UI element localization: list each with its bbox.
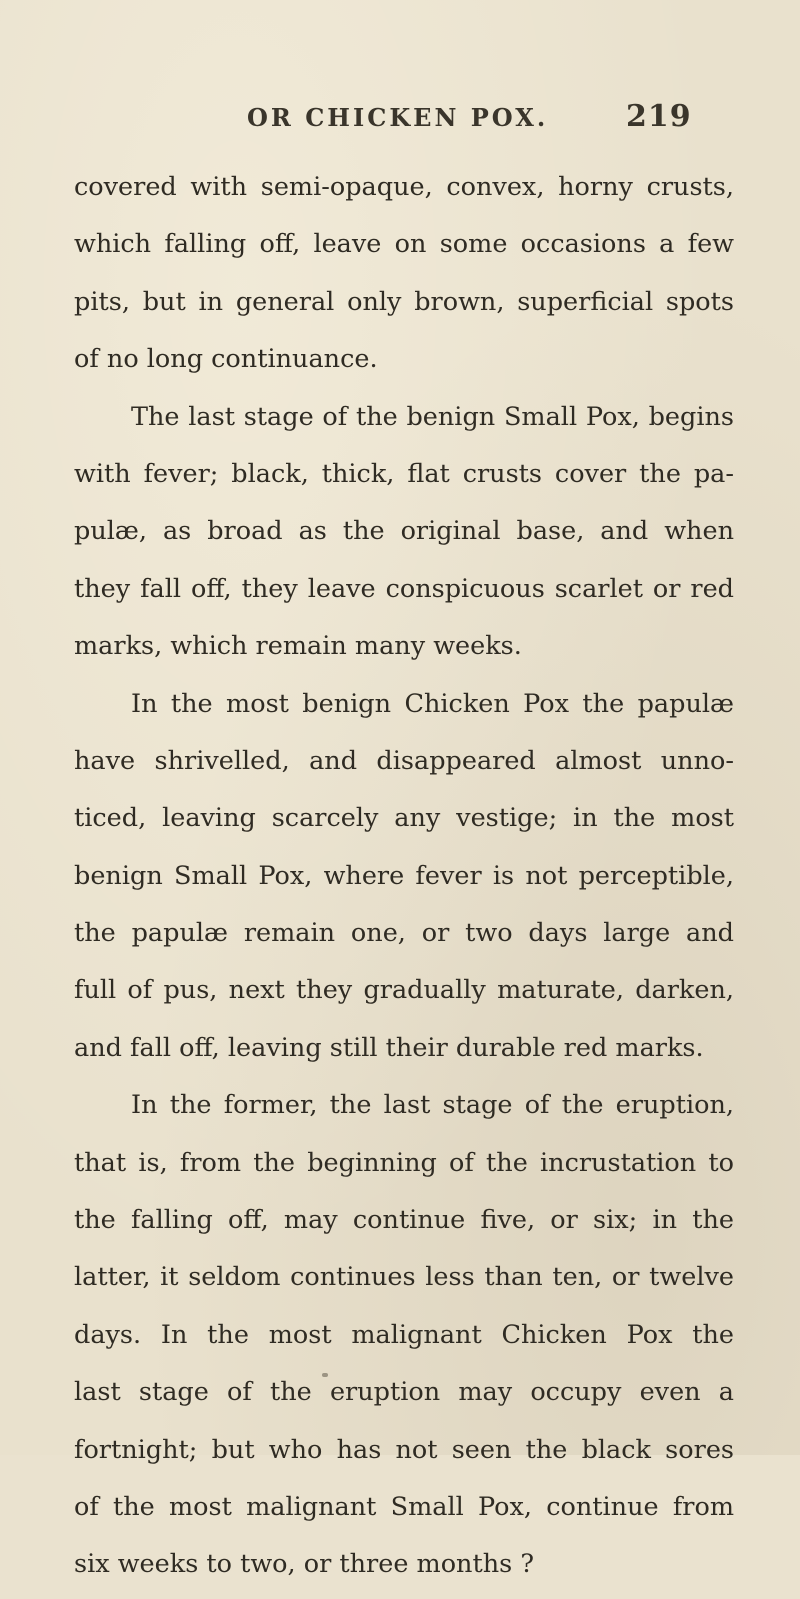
paragraph-start-line: The last stage of the benign Small Pox, begins (131, 401, 734, 432)
text-line: of the most malignant Small Pox, continue from (74, 1491, 734, 1522)
text-line: have shrivelled, and disappeared almost unno- (74, 745, 734, 776)
text-line: pits, but in general only brown, superficial spots (74, 286, 734, 317)
text-line: days. In the most malignant Chicken Pox the (74, 1319, 734, 1350)
text-line: they fall off, they leave conspicuous scarlet or red (74, 573, 734, 604)
text-line: last stage of the eruption may occupy even a (74, 1377, 734, 1408)
page-number: 219 (626, 99, 692, 134)
text-line: six weeks to two, or three months ? (74, 1549, 535, 1580)
text-line: latter, it seldom continues less than ten, or twelve (74, 1262, 734, 1293)
text-line: ticed, leaving scarcely any vestige; in the most (74, 803, 734, 834)
paragraph-start-line: In the most benign Chicken Pox the papulæ (131, 688, 734, 719)
text-line: of no long continuance. (74, 344, 378, 375)
text-line: benign Small Pox, where fever is not perceptible, (74, 860, 734, 891)
paragraph-start-line: In the former, the last stage of the eruption, (131, 1090, 734, 1121)
text-line: which falling off, leave on some occasions a few (74, 229, 734, 260)
body-text (74, 164, 734, 1599)
text-line: pulæ, as broad as the original base, and when (74, 516, 734, 547)
text-line: marks, which remain many weeks. (74, 631, 522, 662)
paper-speck (322, 1373, 328, 1377)
text-line: that is, from the beginning of the incrustation to (74, 1147, 734, 1178)
text-line: the papulæ remain one, or two days large and (74, 918, 734, 949)
text-line: full of pus, next they gradually maturate, darken, (74, 975, 734, 1006)
running-head (0, 99, 800, 143)
text-line: with fever; black, thick, flat crusts cover the pa- (74, 458, 734, 489)
text-line: and fall off, leaving still their durable red marks. (74, 1032, 704, 1063)
text-line: covered with semi-opaque, convex, horny crusts, (74, 172, 734, 202)
text-line: the falling off, may continue five, or six; in the (74, 1205, 734, 1236)
text-line: fortnight; but who has not seen the black sores (74, 1434, 734, 1465)
running-title: OR CHICKEN POX. (247, 103, 549, 132)
